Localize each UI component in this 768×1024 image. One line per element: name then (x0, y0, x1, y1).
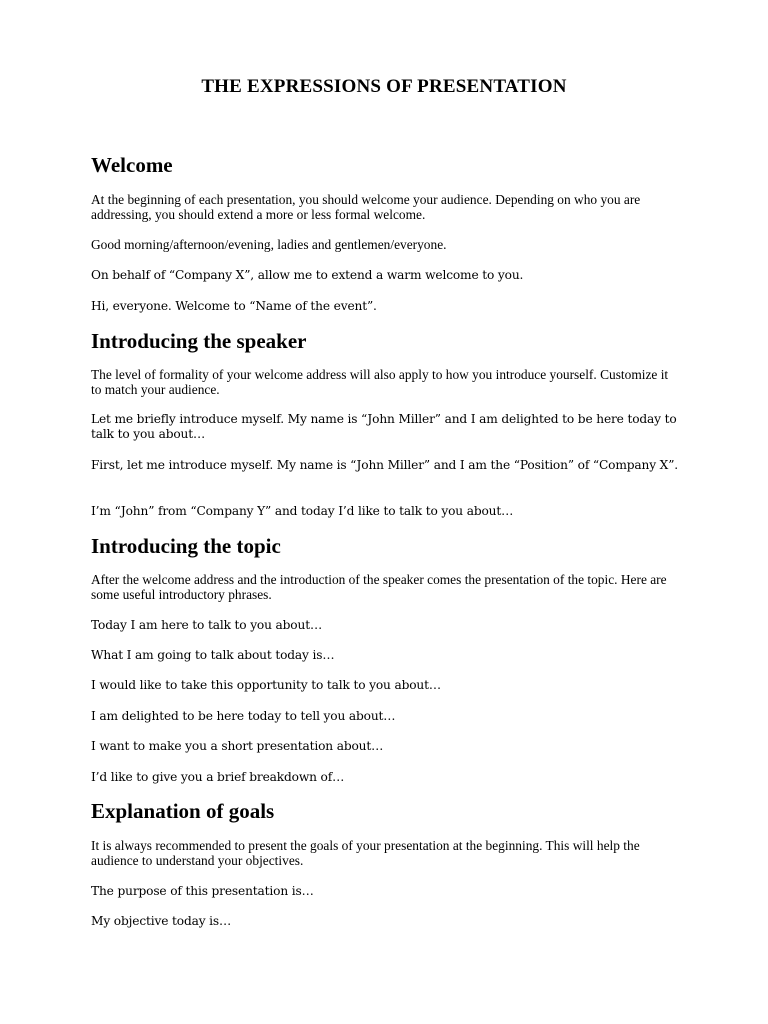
heading-welcome: Welcome (91, 153, 173, 177)
speaker-phrase: First, let me introduce myself. My name is “John Miller” and I am the “Position” of “Company X”. (91, 458, 679, 472)
goals-phrase: My objective today is… (91, 914, 232, 928)
topic-phrase: I want to make you a short presentation about… (91, 739, 384, 753)
topic-phrase: I’d like to give you a brief breakdown of… (91, 770, 345, 784)
heading-introducing-topic: Introducing the topic (91, 534, 281, 558)
heading-introducing-speaker: Introducing the speaker (91, 329, 307, 353)
speaker-intro: The level of formality of your welcome address will also apply to how you introduce yourself. Customize it to match your audience. (91, 367, 669, 397)
speaker-phrase: I’m “John” from “Company Y” and today I’d like to talk to you about… (91, 504, 514, 518)
topic-phrase: Today I am here to talk to you about… (91, 618, 322, 632)
welcome-phrase: Good morning/afternoon/evening, ladies and gentlemen/everyone. (91, 237, 447, 252)
welcome-intro: At the beginning of each presentation, you should welcome your audience. Depending on who you are addressing, you should extend a more or less formal welcome. (91, 192, 641, 222)
speaker-phrase: Let me briefly introduce myself. My name is “John Miller” and I am delighted to be here today to talk to you about… (91, 412, 677, 441)
topic-intro: After the welcome address and the introduction of the speaker comes the presentation of the topic. Here are some useful introductory phrases. (91, 572, 667, 602)
topic-phrase: I would like to take this opportunity to talk to you about… (91, 678, 441, 692)
document-title: THE EXPRESSIONS OF PRESENTATION (201, 76, 567, 97)
goals-intro: It is always recommended to present the goals of your presentation at the beginning. This will help the audience to understand your objectives. (91, 838, 640, 868)
topic-phrase: I am delighted to be here today to tell you about… (91, 709, 396, 723)
goals-phrase: The purpose of this presentation is… (91, 884, 314, 898)
welcome-phrase: On behalf of “Company X”, allow me to extend a warm welcome to you. (91, 268, 524, 282)
welcome-phrase: Hi, everyone. Welcome to “Name of the event”. (91, 299, 377, 313)
topic-phrase: What I am going to talk about today is… (91, 648, 335, 662)
heading-explanation-goals: Explanation of goals (91, 799, 275, 823)
